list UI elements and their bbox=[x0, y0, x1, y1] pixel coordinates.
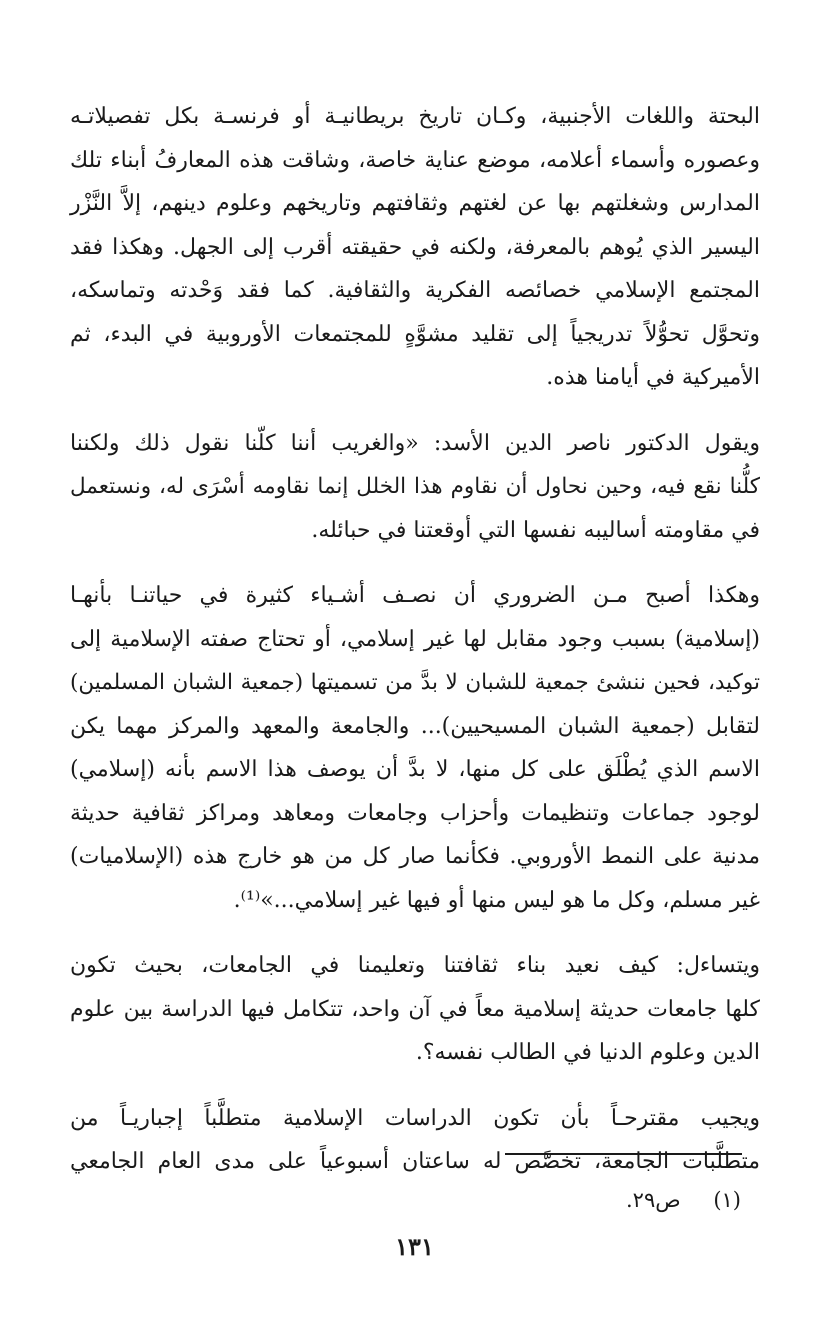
text-line: الأميركية في أيامنا هذه. bbox=[546, 365, 760, 390]
text-line: ويقول الدكتور ناصر الدين الأسد: «والغريب أننا كلّنا نقول ذلك ولكننا bbox=[70, 430, 760, 456]
page-number: ١٣١ bbox=[395, 1232, 434, 1261]
footnote bbox=[626, 1188, 741, 1212]
text-line: اليسير الذي يُوهم بالمعرفة، ولكنه في حقيقته أقرب إلى الجهل. وهكذا فقد bbox=[70, 234, 760, 260]
text-line: مدنية على النمط الأوروبي. فكأنما صار كل من هو خارج هذه (الإسلاميات) bbox=[70, 844, 760, 869]
paragraph-1 bbox=[70, 95, 760, 400]
body-text bbox=[70, 95, 760, 1206]
text-line: وعصوره وأسماء أعلامه، موضع عناية خاصة، وشاقت هذه المعارفُ أبناء تلك bbox=[70, 147, 760, 173]
text-line: (إسلامية) بسبب وجود مقابل لها غير إسلامي، أو تحتاج صفته الإسلامية إلى bbox=[70, 626, 760, 652]
text-line: كلها جامعات حديثة إسلامية معاً في آن واحد، تتكامل فيها الدراسة بين علوم bbox=[70, 996, 760, 1022]
footnote-number: (١) bbox=[713, 1188, 741, 1212]
text-line: المدارس وشغلتهم بها عن لغتهم وثقافتهم وتاريخهم وعلوم دينهم، إلاَّ النَّزْر bbox=[70, 191, 760, 216]
text-line: وهكذا أصبح مـن الضروري أن نصـف أشـياء كثيرة في حياتنـا بأنهـا bbox=[70, 583, 760, 608]
text-line: متطلَّبات الجامعة، تخصَّص له ساعتان أسبوعياً على مدى العام الجامعي bbox=[70, 1149, 760, 1174]
text-line: البحتة واللغات الأجنبية، وكـان تاريخ بريطانيـة أو فرنسـة بكل تفصيلاتـه bbox=[70, 104, 760, 129]
text-line: الاسم الذي يُطْلَق على كل منها، لا بدَّ أن يوصف هذا الاسم بأنه (إسلامي) bbox=[70, 757, 760, 782]
text-line: لوجود جماعات وتنظيمات وأحزاب وجامعات ومعاهد ومراكز ثقافية حديثة bbox=[70, 800, 760, 826]
text-line: في مقاومته أساليبه نفسها التي أوقعتنا في حبائله. bbox=[311, 517, 760, 543]
paragraph-5 bbox=[70, 1097, 760, 1184]
text-line: كلُّنا نقع فيه، وحين نحاول أن نقاوم هذا الخلل إنما نقاومه أسْرَى له، ونستعمل bbox=[70, 474, 760, 499]
text-line: توكيد، فحين ننشئ جمعية للشبان لا بدَّ من تسميتها (جمعية الشبان المسلمين) bbox=[70, 670, 760, 695]
text-line: ويتساءل: كيف نعيد بناء ثقافتنا وتعليمنا في الجامعات، بحيث تكون bbox=[70, 953, 760, 978]
paragraph-4 bbox=[70, 944, 760, 1075]
text-line: غير مسلم، وكل ما هو ليس منها أو فيها غير إسلامي...»⁽¹⁾. bbox=[233, 887, 760, 913]
text-line: وتحوَّل تحوُّلاً تدريجياً إلى تقليد مشوَّهٍ للمجتمعات الأوروبية في البدء، ثم bbox=[70, 321, 760, 347]
footnote-text: ص٢٩. bbox=[625, 1188, 681, 1212]
footnote-separator bbox=[505, 1153, 742, 1155]
text-line: لتقابل (جمعية الشبان المسيحيين)... والجامعة والمعهد والمركز مهما يكن bbox=[70, 713, 760, 739]
text-line: ويجيب مقترحـاً بأن تكون الدراسات الإسلامية متطلَّباً إجباريـاً من bbox=[70, 1105, 760, 1131]
paragraph-2 bbox=[70, 422, 760, 553]
paragraph-3 bbox=[70, 574, 760, 922]
text-line: الدين وعلوم الدنيا في الطالب نفسه؟. bbox=[415, 1040, 760, 1065]
text-line: المجتمع الإسلامي خصائصه الفكرية والثقافية. كما فقد وَحْدته وتماسكه، bbox=[70, 278, 760, 303]
